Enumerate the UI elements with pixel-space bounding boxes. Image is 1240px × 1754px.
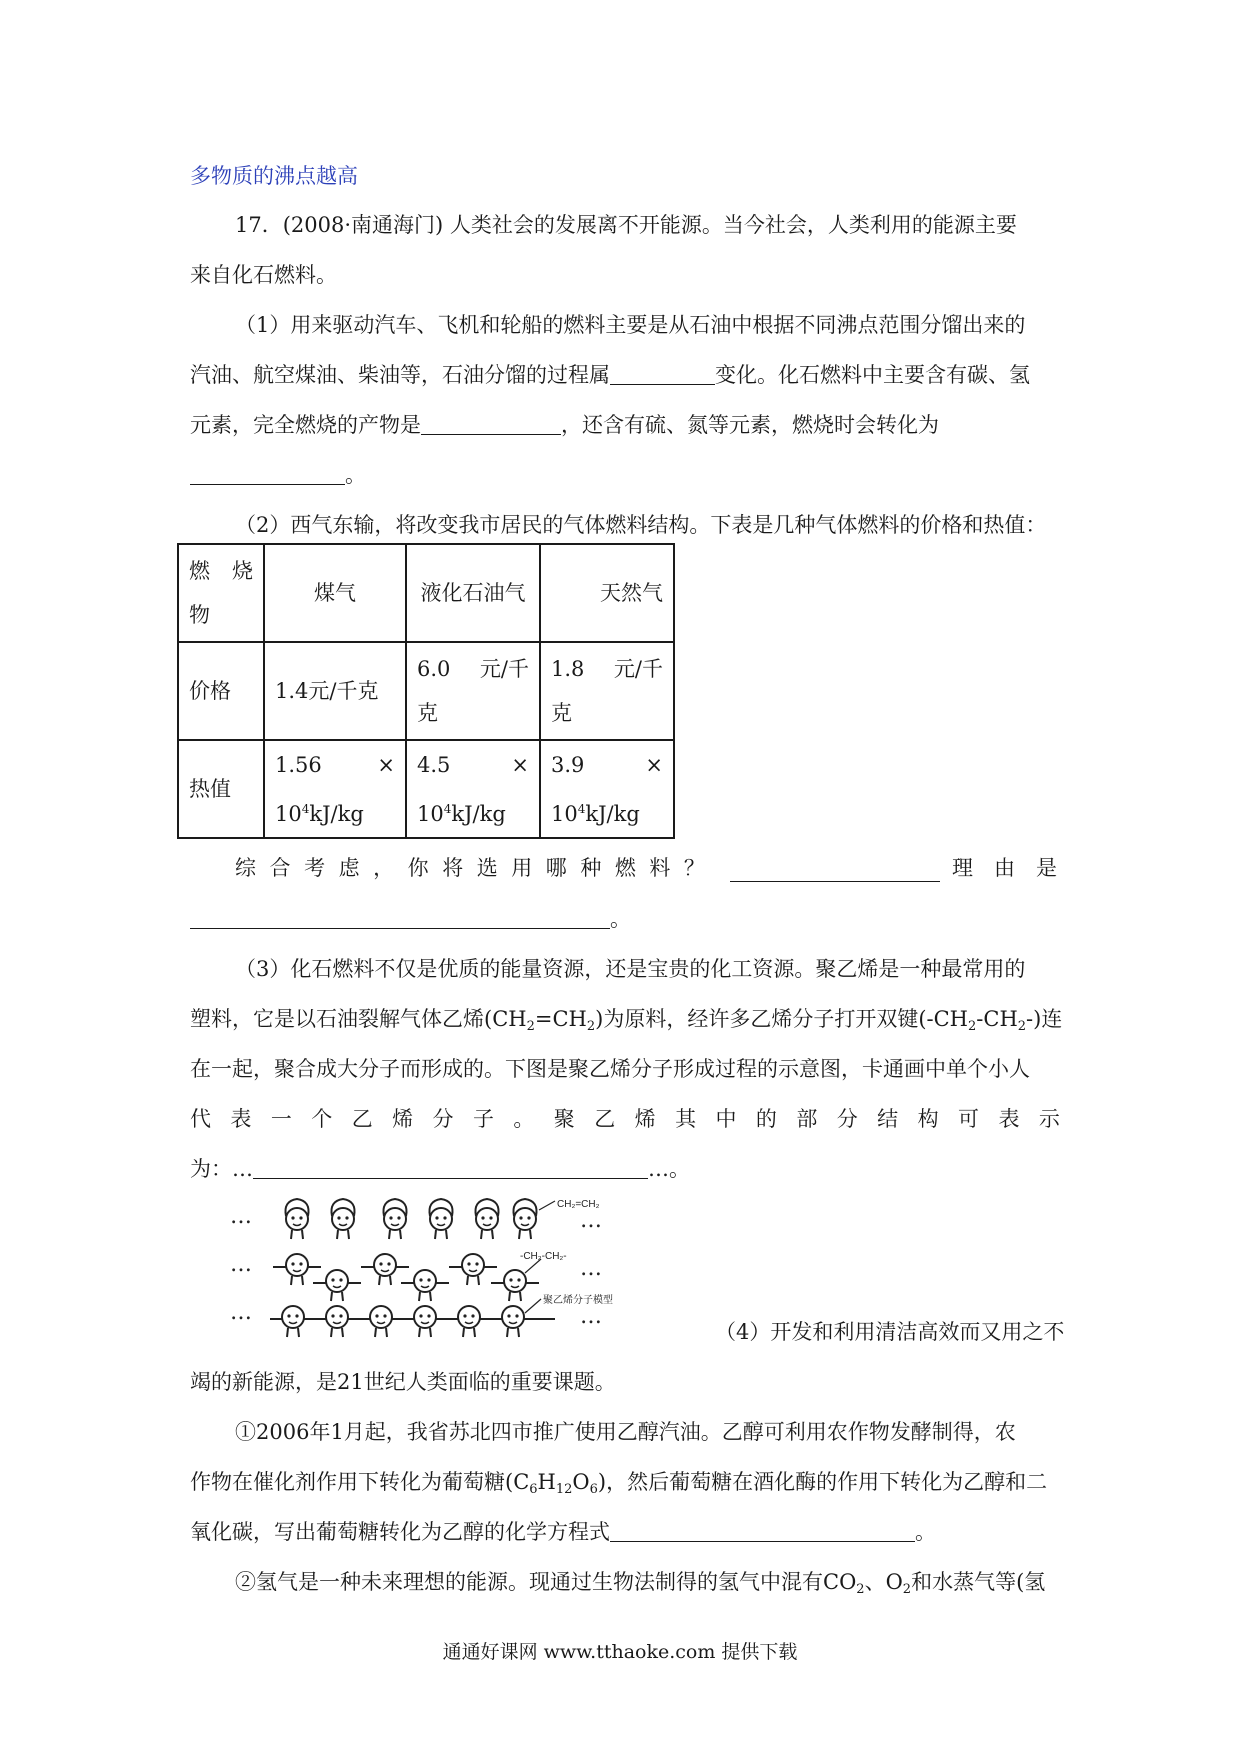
label-ethylene: CH₂=CH₂ bbox=[557, 1199, 600, 1210]
char: 烯 bbox=[634, 1107, 656, 1131]
reason-end: 。 bbox=[610, 907, 631, 931]
part1-line2-text: 汽油、航空煤油、柴油等，石油分馏的过程属 bbox=[190, 363, 610, 387]
text: O bbox=[572, 1470, 590, 1494]
heat-ng-value: 3.9 bbox=[551, 752, 585, 777]
q-char: 合 bbox=[269, 856, 291, 880]
char: 子 bbox=[472, 1107, 494, 1131]
q17-line2: 来自化石燃料。 bbox=[190, 263, 337, 287]
price-lpg-unit: 元/千 bbox=[479, 657, 529, 681]
unit-tail: kJ/kg bbox=[309, 801, 364, 826]
fuel-price-table bbox=[177, 543, 675, 839]
text: -)连 bbox=[1026, 1007, 1063, 1031]
breaking-row bbox=[273, 1254, 539, 1301]
char: 乙 bbox=[594, 1107, 616, 1131]
subscript: 2 bbox=[586, 1019, 596, 1034]
char: 结 bbox=[877, 1107, 899, 1131]
cell-heat-label: 热值 bbox=[178, 740, 264, 838]
table-row-heat bbox=[178, 740, 674, 838]
subscript: 6 bbox=[529, 1482, 538, 1497]
answer-blank-fuel-choice[interactable] bbox=[730, 859, 940, 882]
text: 和水蒸气等(氢 bbox=[911, 1570, 1046, 1594]
times-sign: × bbox=[511, 752, 529, 777]
char: 。 bbox=[513, 1107, 535, 1131]
text: ②氢气是一种未来理想的能源。现通过生物法制得的氢气中混有CO bbox=[235, 1570, 857, 1594]
answer-blank-conversion[interactable] bbox=[190, 462, 345, 485]
char: 一 bbox=[270, 1107, 292, 1131]
cell-heat-lpg bbox=[406, 740, 540, 838]
subscript: 12 bbox=[555, 1482, 573, 1497]
part4-p1-line2 bbox=[190, 1468, 1060, 1504]
cell-header-lpg: 液化石油气 bbox=[406, 544, 540, 642]
reason-char: 理 bbox=[952, 856, 973, 880]
answer-blank-reason[interactable] bbox=[190, 906, 610, 929]
char: 代 bbox=[190, 1107, 211, 1131]
char: 示 bbox=[1038, 1107, 1060, 1131]
q-char: 选 bbox=[476, 856, 498, 880]
q-char: 燃 bbox=[614, 856, 636, 880]
part2-intro: （2）西气东输，将改变我市居民的气体燃料结构。下表是几种气体燃料的价格和热值： bbox=[235, 513, 1047, 537]
text: 塑料，它是以石油裂解气体乙烯(CH bbox=[190, 1007, 527, 1031]
char: 分 bbox=[432, 1107, 454, 1131]
part2-reason-line bbox=[190, 905, 1060, 933]
part1-line3 bbox=[190, 411, 1060, 439]
part4-line2: 竭的新能源，是21世纪人类面临的重要课题。 bbox=[190, 1370, 616, 1394]
price-lpg-value: 6.0 bbox=[417, 657, 451, 681]
reason-char: 由 bbox=[994, 856, 1015, 880]
part1-line1: （1）用来驱动汽车、飞机和轮船的燃料主要是从石油中根据不同沸点范围分馏出来的 bbox=[235, 313, 1026, 337]
part1-line4 bbox=[190, 461, 1060, 489]
char: 表 bbox=[998, 1107, 1020, 1131]
text: 。 bbox=[915, 1520, 936, 1544]
heat-gas-value: 1.56 bbox=[275, 752, 322, 777]
text: )为原料，经许多乙烯分子打开双键(-CH bbox=[595, 1007, 968, 1031]
cell-price-natural-gas bbox=[540, 642, 674, 740]
label-ethylene-unit: -CH₂-CH₂- bbox=[520, 1251, 567, 1262]
dots-right: … bbox=[580, 1208, 602, 1233]
part4-p2-line1 bbox=[235, 1568, 1060, 1604]
cell-price-lpg bbox=[406, 642, 540, 740]
subscript: 2 bbox=[526, 1019, 535, 1034]
unit-base: 10 bbox=[551, 801, 578, 826]
cell-heat-gas bbox=[264, 740, 406, 838]
cell-header-label bbox=[178, 544, 264, 642]
cell-heat-natural-gas bbox=[540, 740, 674, 838]
polymer-row bbox=[270, 1306, 555, 1337]
text: )，然后葡萄糖在酒化酶的作用下转化为乙醇和二 bbox=[597, 1470, 1048, 1494]
part3-line2 bbox=[190, 1005, 1063, 1041]
char: 聚 bbox=[553, 1107, 575, 1131]
part1-line3-text: 元素，完全燃烧的产物是 bbox=[190, 413, 421, 437]
header-label-b: 烧 bbox=[232, 559, 253, 583]
q-char: 综 bbox=[235, 856, 256, 880]
char: 可 bbox=[958, 1107, 980, 1131]
text: -CH bbox=[976, 1007, 1018, 1031]
cell-price-label: 价格 bbox=[178, 642, 264, 740]
text: 为：… bbox=[190, 1157, 253, 1181]
label-polyethylene-model: 聚乙烯分子模型 bbox=[543, 1295, 613, 1306]
part3-line5 bbox=[190, 1155, 1060, 1183]
part4-p1-line3 bbox=[190, 1518, 1060, 1546]
cell-header-natural-gas: 天然气 bbox=[540, 544, 674, 642]
subscript: 2 bbox=[856, 1582, 865, 1597]
answer-blank-products[interactable] bbox=[421, 412, 561, 435]
text: 氧化碳，写出葡萄糖转化为乙醇的化学方程式 bbox=[190, 1520, 610, 1544]
unit-exp: 4 bbox=[577, 801, 586, 816]
price-ng-unit-end: 克 bbox=[551, 701, 572, 725]
subscript: 2 bbox=[1017, 1019, 1027, 1034]
q-char: 种 bbox=[580, 856, 602, 880]
part1-line3-text-b: ，还含有硫、氮等元素，燃烧时会转化为 bbox=[561, 413, 939, 437]
dots-left: … bbox=[230, 1300, 252, 1325]
dots-left: … bbox=[230, 1252, 252, 1277]
char: 个 bbox=[311, 1107, 333, 1131]
table-row-header bbox=[178, 544, 674, 642]
text: H bbox=[537, 1470, 556, 1494]
part3-line1: （3）化石燃料不仅是优质的能量资源，还是宝贵的化工资源。聚乙烯是一种最常用的 bbox=[235, 957, 1026, 981]
subscript: 2 bbox=[968, 1019, 977, 1034]
polyethylene-diagram bbox=[225, 1195, 695, 1345]
header-label-c: 物 bbox=[189, 603, 210, 627]
part4-p1-line1: ①2006年1月起，我省苏北四市推广使用乙醇汽油。乙醇可利用农作物发酵制得，农 bbox=[235, 1420, 1016, 1444]
char: 分 bbox=[836, 1107, 858, 1131]
char: 烯 bbox=[392, 1107, 414, 1131]
q-char: 将 bbox=[442, 856, 464, 880]
subscript: 6 bbox=[589, 1482, 598, 1497]
table-row-price bbox=[178, 642, 674, 740]
q-char: 你 bbox=[407, 856, 429, 880]
unit-exp: 4 bbox=[301, 801, 310, 816]
part1-line2-text-b: 变化。化石燃料中主要含有碳、氢 bbox=[715, 363, 1030, 387]
char: 的 bbox=[755, 1107, 777, 1131]
q-char: 用 bbox=[511, 856, 533, 880]
header-label-a: 燃 bbox=[189, 559, 210, 583]
unit-exp: 4 bbox=[443, 801, 452, 816]
char: 构 bbox=[917, 1107, 939, 1131]
reason-text bbox=[952, 854, 1057, 882]
text: =CH bbox=[534, 1007, 587, 1031]
char: 部 bbox=[796, 1107, 818, 1131]
text: 、O bbox=[864, 1570, 903, 1594]
answer-blank-distillation[interactable] bbox=[610, 362, 715, 385]
unit-base: 10 bbox=[275, 801, 302, 826]
answer-blank-polyethylene[interactable] bbox=[253, 1156, 648, 1179]
unit-tail: kJ/kg bbox=[451, 801, 506, 826]
dots-right: … bbox=[580, 1304, 602, 1329]
reason-char: 是 bbox=[1036, 856, 1057, 880]
times-sign: × bbox=[377, 752, 395, 777]
q-char: 哪 bbox=[545, 856, 567, 880]
char: 乙 bbox=[351, 1107, 373, 1131]
char: 中 bbox=[715, 1107, 737, 1131]
price-lpg-unit-end: 克 bbox=[417, 701, 438, 725]
q-char: 考 bbox=[304, 856, 326, 880]
times-sign: × bbox=[645, 752, 663, 777]
q-char: ， bbox=[373, 856, 395, 880]
page-footer: 通通好课网 www.tthaoke.com 提供下载 bbox=[442, 1641, 798, 1663]
answer-blank-equation[interactable] bbox=[610, 1519, 915, 1542]
part4-line1: （4）开发和利用清洁高效而又用之不 bbox=[715, 1320, 1065, 1344]
char: 表 bbox=[230, 1107, 252, 1131]
cell-header-gas: 煤气 bbox=[264, 544, 406, 642]
q-char: ？ bbox=[683, 856, 705, 880]
price-ng-value: 1.8 bbox=[551, 657, 585, 681]
text: 作物在催化剂作用下转化为葡萄糖(C bbox=[190, 1470, 530, 1494]
ethylene-row bbox=[285, 1199, 536, 1239]
dots-right: … bbox=[580, 1256, 602, 1281]
text: …。 bbox=[648, 1157, 690, 1181]
cell-price-gas: 1.4元/千克 bbox=[264, 642, 406, 740]
question-text bbox=[235, 854, 705, 882]
q-char: 料 bbox=[649, 856, 671, 880]
part2-question bbox=[235, 854, 1060, 882]
heat-lpg-value: 4.5 bbox=[417, 752, 451, 777]
subscript: 2 bbox=[902, 1582, 912, 1597]
part1-line2 bbox=[190, 361, 1060, 389]
unit-tail: kJ/kg bbox=[585, 801, 640, 826]
unit-base: 10 bbox=[417, 801, 444, 826]
dots-left: … bbox=[230, 1204, 252, 1229]
char: 其 bbox=[675, 1107, 697, 1131]
q-char: 虑 bbox=[338, 856, 360, 880]
price-ng-unit: 元/千 bbox=[613, 657, 663, 681]
polyethylene-figure bbox=[225, 1195, 695, 1345]
part3-line4 bbox=[190, 1105, 1060, 1133]
q17-line1: 17．(2008·南通海门) 人类社会的发展离不开能源。当今社会，人类利用的能源主要 bbox=[235, 213, 1017, 237]
part1-line4-end: 。 bbox=[345, 463, 366, 487]
part3-line3: 在一起，聚合成大分子而形成的。下图是聚乙烯分子形成过程的示意图，卡通画中单个小人 bbox=[190, 1057, 1030, 1081]
header-text: 多物质的沸点越高 bbox=[190, 164, 358, 188]
